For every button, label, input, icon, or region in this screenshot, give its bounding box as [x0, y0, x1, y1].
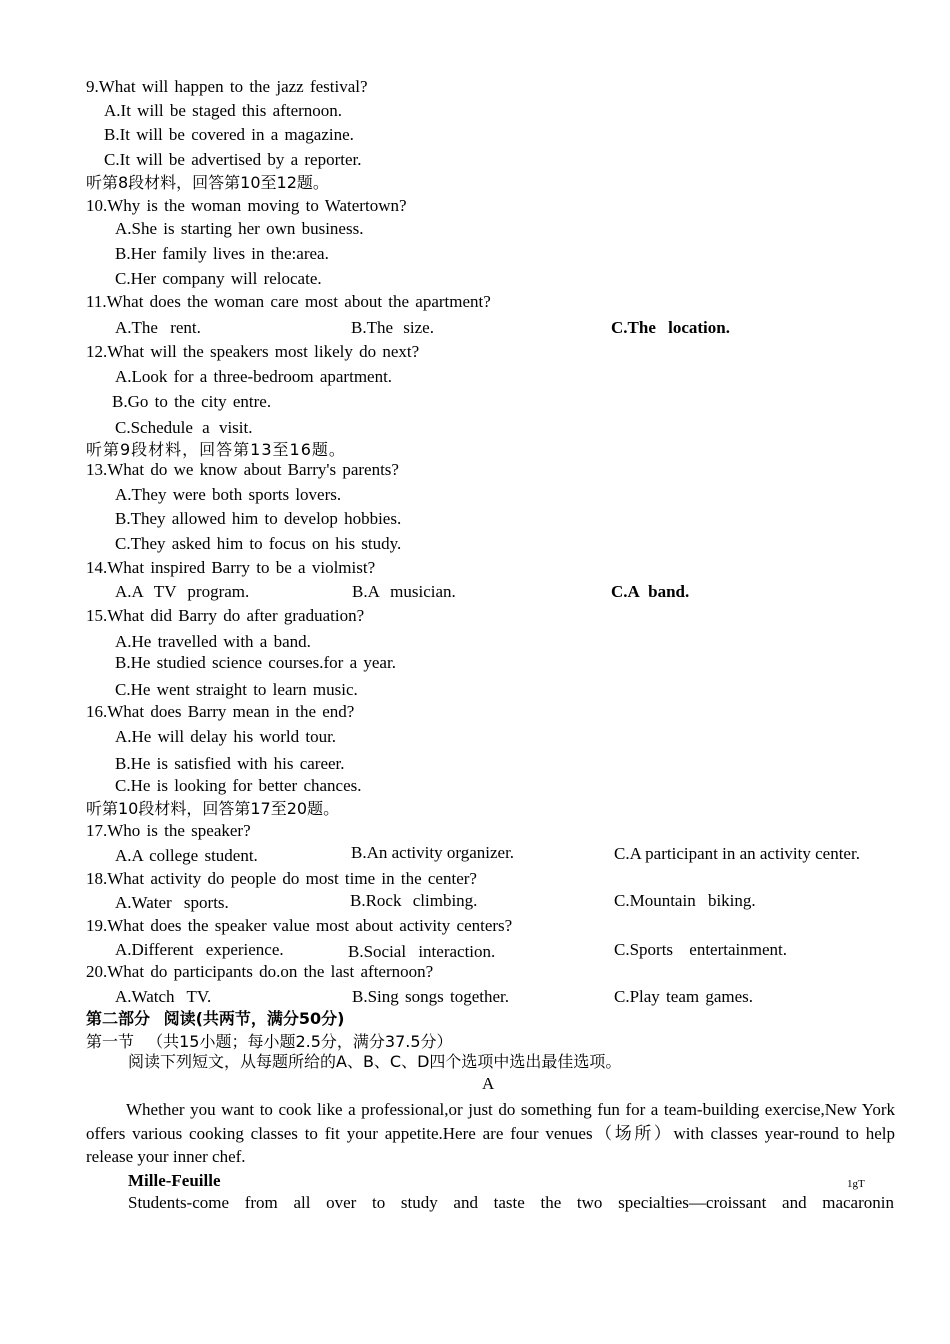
section-9-instruction: 听第9段材料，回答第13至16题。: [86, 440, 346, 459]
q18-option-c: C.Mountain biking.: [614, 891, 756, 910]
q12-option-a: A.Look for a three-bedroom apartment.: [115, 367, 393, 386]
q17-option-a: A.A college student.: [115, 846, 258, 865]
part-2-heading: 第二部分 阅读(共两节，满分50分): [86, 1009, 345, 1028]
q14-option-b: B.A musician.: [352, 582, 456, 601]
reading-instruction: 阅读下列短文，从每题所给的A、B、C、D四个选项中选出最佳选项。: [128, 1052, 622, 1071]
q20-option-b: B.Sing songs together.: [352, 987, 510, 1006]
q13-option-b: B.They allowed him to develop hobbies.: [115, 509, 402, 528]
section-10-instruction: 听第10段材料，回答第17至20题。: [86, 799, 340, 818]
q12-stem: 12.What will the speakers most likely do next?: [86, 342, 420, 361]
passage-paragraph-1-text: Whether you want to cook like a professional,or just do something fun for a team-building exercise,New York offers various cooking classes to fit your appetite.Here are four venues（场所）with classes year-round to help release your inner chef.: [86, 1100, 895, 1166]
q17-option-c: C.A participant in an activity center.: [614, 844, 860, 863]
q9-option-c: C.It will be advertised by a reporter.: [104, 150, 362, 169]
q13-option-a: A.They were both sports lovers.: [115, 485, 342, 504]
passage-paragraph-1: [86, 1098, 895, 1169]
margin-mark: 1gT: [847, 1178, 865, 1190]
venue-heading-mille-feuille: Mille-Feuille: [128, 1171, 221, 1190]
q9-stem: 9.What will happen to the jazz festival?: [86, 77, 368, 96]
q19-option-c: C.Sports entertainment.: [614, 940, 788, 959]
q15-option-b: B.He studied science courses.for a year.: [115, 653, 396, 672]
q18-option-a: A.Water sports.: [115, 893, 229, 912]
q10-option-a: A.She is starting her own business.: [115, 219, 364, 238]
q17-stem: 17.Who is the speaker?: [86, 821, 251, 840]
q11-option-b: B.The size.: [351, 318, 434, 337]
q10-option-c: C.Her company will relocate.: [115, 269, 322, 288]
q11-stem: 11.What does the woman care most about the apartment?: [86, 292, 491, 311]
q16-option-c: C.He is looking for better chances.: [115, 776, 362, 795]
q15-option-c: C.He went straight to learn music.: [115, 680, 358, 699]
q19-option-b: B.Social interaction.: [348, 942, 496, 961]
passage-letter: A: [482, 1074, 495, 1093]
q14-option-a: A.A TV program.: [115, 582, 250, 601]
q20-stem: 20.What do participants do.on the last afternoon?: [86, 962, 434, 981]
q19-option-a: A.Different experience.: [115, 940, 284, 959]
q11-option-c: C.The location.: [611, 318, 730, 337]
section-8-instruction: 听第8段材料，回答第10至12题。: [86, 173, 329, 192]
q16-option-a: A.He will delay his world tour.: [115, 727, 337, 746]
q16-option-b: B.He is satisfied with his career.: [115, 754, 345, 773]
q20-option-c: C.Play team games.: [614, 987, 754, 1006]
q9-option-a: A.It will be staged this afternoon.: [104, 101, 343, 120]
q17-option-b: B.An activity organizer.: [351, 843, 515, 862]
q14-stem: 14.What inspired Barry to be a violmist?: [86, 558, 376, 577]
section-1-heading: 第一节 （共15小题；每小题2.5分，满分37.5分）: [86, 1032, 453, 1051]
q15-option-a: A.He travelled with a band.: [115, 632, 311, 651]
q14-option-c: C.A band.: [611, 582, 690, 601]
q20-option-a: A.Watch TV.: [115, 987, 212, 1006]
q12-option-c: C.Schedule a visit.: [115, 418, 253, 437]
q13-option-c: C.They asked him to focus on his study.: [115, 534, 402, 553]
q15-stem: 15.What did Barry do after graduation?: [86, 606, 365, 625]
q10-option-b: B.Her family lives in the:area.: [115, 244, 329, 263]
q18-stem: 18.What activity do people do most time in the center?: [86, 869, 477, 888]
q10-stem: 10.Why is the woman moving to Watertown?: [86, 196, 407, 215]
q19-stem: 19.What does the speaker value most about activity centers?: [86, 916, 513, 935]
q18-option-b: B.Rock climbing.: [350, 891, 478, 910]
q11-option-a: A.The rent.: [115, 318, 201, 337]
q13-stem: 13.What do we know about Barry's parents?: [86, 460, 399, 479]
passage-paragraph-2: Students-come from all over to study and taste the two specialties—croissant and macaronin: [128, 1193, 894, 1212]
q9-option-b: B.It will be covered in a magazine.: [104, 125, 354, 144]
q16-stem: 16.What does Barry mean in the end?: [86, 702, 355, 721]
q12-option-b: B.Go to the city entre.: [112, 392, 272, 411]
